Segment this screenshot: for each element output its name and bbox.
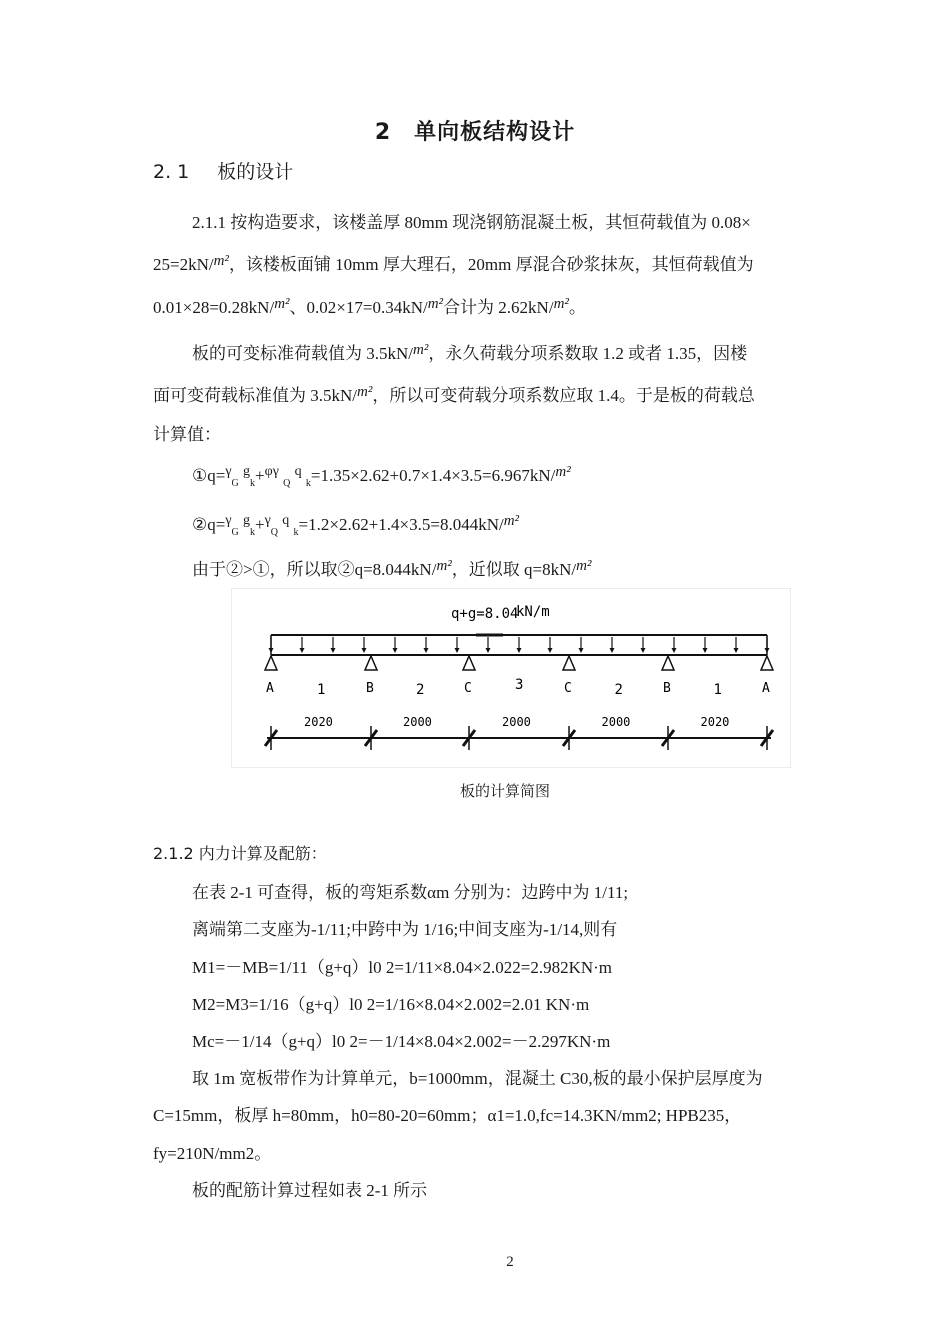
support-label: B xyxy=(663,681,671,696)
conclusion-line: 由于②>①，所以取②q=8.044kN/m²，近似取 q=8kN/m² xyxy=(192,558,592,579)
calc-line-5: Mc=－1/14（g+q）l0 2=－1/14×8.04×2.002=－2.297KN·m xyxy=(192,1032,611,1051)
calc-line-8: fy=210N/mm2。 xyxy=(153,1144,272,1163)
span-number: 3 xyxy=(515,677,524,693)
span-length: 2020 xyxy=(700,715,730,729)
figure-caption: 板的计算简图 xyxy=(459,784,550,800)
span-length: 2000 xyxy=(403,715,432,729)
unit-m2: m² xyxy=(427,296,444,312)
support-label: C xyxy=(464,681,472,696)
span-number: 1 xyxy=(713,682,722,698)
span-length: 2020 xyxy=(304,715,333,729)
unit-m2: m² xyxy=(274,296,290,312)
unit-m2: m² xyxy=(576,558,592,574)
equation-1: ①q=$^\gamma_G$ $^g_k$+$^{\varphi\gamma}$ $_Q$ $^q$ $_k$=1.35×2.62+0.7×1.4×3.5=6.967kN/m² xyxy=(192,464,571,489)
unit-m2: m² xyxy=(357,384,373,400)
support-label: A xyxy=(266,681,274,696)
unit-m2: m² xyxy=(553,296,569,312)
unit-m2: m² xyxy=(413,342,429,358)
unit-m2: m² xyxy=(436,558,452,574)
calc-line-1: 在表 2-1 可查得，板的弯矩系数αm 分别为：边跨中为 1/11; xyxy=(192,883,629,902)
calc-line-7: C=15mm，板厚 h=80mm，h0=80-20=60mm；α1=1.0,fc=14.3KN/mm2; HPB235， xyxy=(153,1106,742,1125)
para1-line1: 2.1.1 按构造要求，该楼盖厚 80mm 现浇钢筋混凝土板，其恒荷载值为 0.08× xyxy=(192,213,751,232)
equation-2: ②q=$^\gamma_G$ $^g_k$+$^\gamma_Q$ $^q$ $_k$=1.2×2.62+1.4×3.5=8.044kN/m² xyxy=(192,513,520,538)
subsection-title: 2.1.2 内力计算及配筋： xyxy=(153,844,327,863)
para1-line2: 25=2kN/m²，该楼板面铺 10mm 厚大理石，20mm 厚混合砂浆抹灰，其恒荷载值为 xyxy=(153,253,754,274)
unit-m2: m² xyxy=(213,253,229,269)
para2-line3: 计算值： xyxy=(153,425,221,444)
calc-line-9: 板的配筋计算过程如表 2-1 所示 xyxy=(192,1181,428,1200)
load-label: q+g=8.04 xyxy=(451,606,519,622)
span-number: 1 xyxy=(317,682,326,698)
beam-calculation-diagram xyxy=(231,588,791,768)
section-heading xyxy=(153,157,293,184)
unit-m2: m² xyxy=(555,464,571,480)
para1-line3: 0.01×28=0.28kN/m²、0.02×17=0.34kN/m²合计为 2.62kN/m²。 xyxy=(153,296,586,317)
section-number: 2. 1 xyxy=(153,161,190,183)
span-length: 2000 xyxy=(601,715,631,729)
span-length: 2000 xyxy=(502,715,531,729)
para2-line1: 板的可变标准荷载值为 3.5kN/m²，永久荷载分项系数取 1.2 或者 1.35，因楼 xyxy=(192,342,748,363)
support-label: A xyxy=(762,681,770,696)
unit-m2: m² xyxy=(503,513,520,529)
calc-line-4: M2=M3=1/16（g+q）l0 2=1/16×8.04×2.002=2.01 KN·m xyxy=(192,995,590,1014)
load-unit: kN/m xyxy=(516,604,550,620)
section-title: 板的设计 xyxy=(217,161,294,183)
page-number: 2 xyxy=(506,1254,514,1270)
support-label: B xyxy=(366,681,374,696)
span-number: 2 xyxy=(416,682,425,698)
calc-line-2: 离端第二支座为-1/11;中跨中为 1/16;中间支座为-1/14,则有 xyxy=(192,920,618,939)
calc-line-6: 取 1m 宽板带作为计算单元，b=1000mm，混凝土 C30,板的最小保护层厚度为 xyxy=(192,1069,763,1088)
chapter-title: 2 单向板结构设计 xyxy=(374,120,576,145)
span-number: 2 xyxy=(614,682,623,698)
calc-line-3: M1=－MB=1/11（g+q）l0 2=1/11×8.04×2.022=2.982KN·m xyxy=(192,958,613,977)
support-label: C xyxy=(564,681,572,696)
para2-line2: 面可变荷载标准值为 3.5kN/m²，所以可变荷载分项系数应取 1.4。于是板的荷载总 xyxy=(153,384,755,405)
